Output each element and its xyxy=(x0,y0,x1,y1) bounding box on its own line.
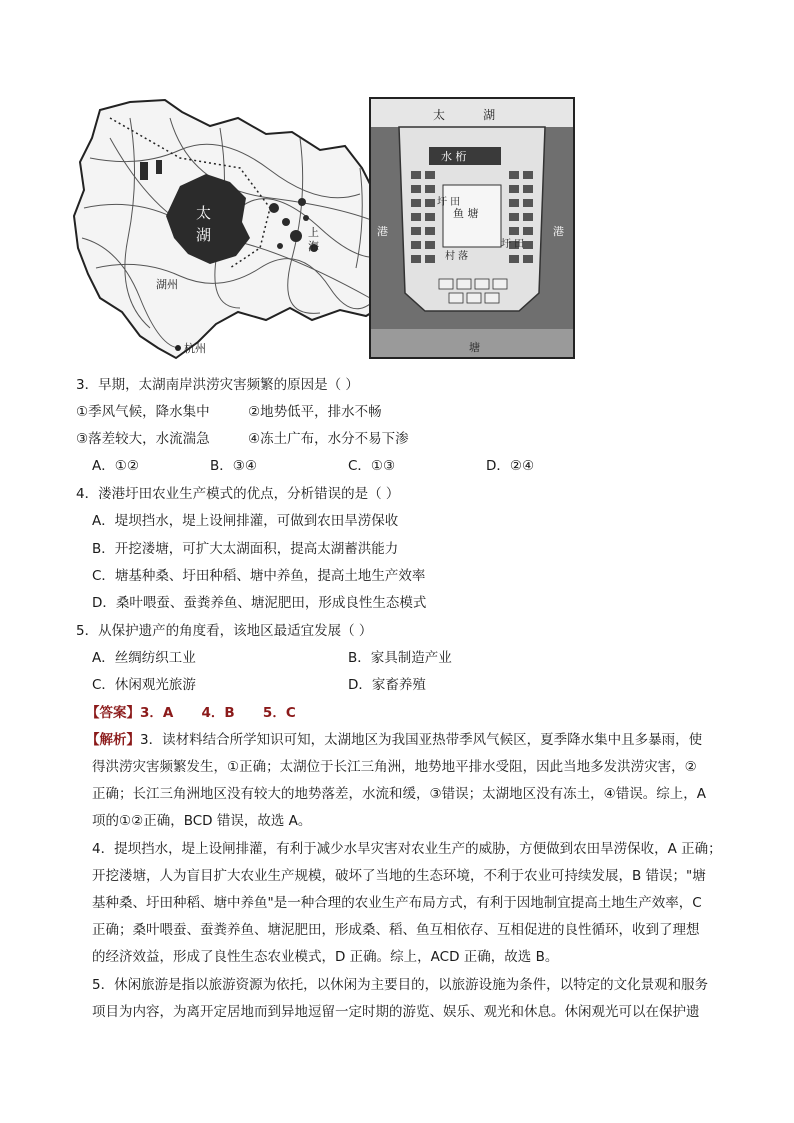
water-gate-label: 水 桁 xyxy=(441,150,467,163)
q5-option-d[interactable]: D．家畜养殖 xyxy=(348,677,426,693)
q5-option-c[interactable]: C．休闲观光旅游 xyxy=(92,677,196,693)
hangzhou-label: 杭州 xyxy=(184,342,206,355)
q5-stem: 5．从保护遗产的角度看，该地区最适宜发展（ ） xyxy=(76,623,373,639)
q5-option-b[interactable]: B．家具制造产业 xyxy=(348,650,452,666)
tang-label: 塘 xyxy=(469,341,480,354)
village-label: 村 落 xyxy=(445,251,469,262)
answer-label: 【答案】 xyxy=(86,705,140,721)
gang-right-label: 港 xyxy=(553,225,564,238)
analysis-line-2: 得洪涝灾害频繁发生，①正确；太湖位于长江三角洲，地势地平排水受阻，因此当地多发洪涝灾害，② xyxy=(92,759,697,775)
taihu-top-label: 太 湖 xyxy=(433,108,496,122)
q4-option-d[interactable]: D．桑叶喂蚕、蚕粪养鱼、塘泥肥田，形成良性生态模式 xyxy=(92,595,427,611)
analysis-line-4: 项的①②正确，BCD 错误，故选 A。 xyxy=(92,813,312,829)
answer-row xyxy=(86,704,296,722)
q4-option-b[interactable]: B．开挖溇塘，可扩大太湖面积，提高太湖蓄洪能力 xyxy=(92,541,399,557)
analysis-line-10: 5．休闲旅游是指以旅游资源为依托，以休闲为主要目的，以旅游设施为条件，以特定的文化景观和服务 xyxy=(92,977,709,993)
hangzhou-point xyxy=(175,345,181,351)
analysis-line-9: 的经济效益，形成了良性生态农业模式，D 正确。综上，ACD 正确，故选 B。 xyxy=(92,949,559,965)
analysis-label: 【解析】 xyxy=(86,732,140,748)
yutian-right-label: 圩 田 xyxy=(501,239,525,250)
gang-left-label: 港 xyxy=(377,225,388,238)
q3-statement-1: ①季风气候，降水集中 xyxy=(76,404,210,420)
analysis-line-11: 项目为内容，为离开定居地而到异地逗留一定时期的游览、娱乐、观光和休息。休闲观光可以在保护遗 xyxy=(92,1004,700,1020)
analysis-line-7: 基种桑、圩田种稻、塘中养鱼"是一种合理的农业生产布局方式，有利于因地制宜提高土地生产效率，C xyxy=(92,895,702,911)
q4-stem: 4．溇港圩田农业生产模式的优点，分析错误的是（ ） xyxy=(76,486,400,502)
q3-statement-2: ②地势低平，排水不畅 xyxy=(248,404,382,420)
analysis-line-8: 正确；桑叶喂蚕、蚕粪养鱼、塘泥肥田，形成桑、稻、鱼互相依存、互相促进的良性循环，收到了理想 xyxy=(92,922,700,938)
q4-option-c[interactable]: C．塘基种桑、圩田种稻、塘中养鱼，提高土地生产效率 xyxy=(92,568,426,584)
q3-option-c[interactable]: C．①③ xyxy=(348,458,396,474)
analysis-line-5: 4．提坝挡水，堤上设闸排灌，有利于减少水旱灾害对农业生产的威胁，方便做到农田旱涝保收，A 正确； xyxy=(92,841,722,857)
q3-option-a[interactable]: A．①② xyxy=(92,458,139,474)
taihu-label-1: 太 xyxy=(196,204,212,222)
analysis-line-6: 开挖溇塘，人为盲目扩大农业生产规模，破坏了当地的生态环境，不利于农业可持续发展，B 错误；"塘 xyxy=(92,868,706,884)
analysis-line-1 xyxy=(86,731,702,749)
shanghai-label-1: 上 xyxy=(308,226,319,239)
shanghai-label-2: 海 xyxy=(308,240,319,253)
taihu-label-2: 湖 xyxy=(196,226,212,244)
fish-pond-label: 鱼 塘 xyxy=(453,207,479,220)
yutian-diagram xyxy=(369,97,575,359)
q3-stem: 3．早期，太湖南岸洪涝灾害频繁的原因是（ ） xyxy=(76,377,359,393)
answer-text: 3．A 4．B 5．C xyxy=(140,705,296,721)
q3-statement-3: ③落差较大，水流湍急 xyxy=(76,431,210,447)
q5-option-a[interactable]: A．丝绸纺织工业 xyxy=(92,650,196,666)
q4-option-a[interactable]: A．堤坝挡水，堤上设闸排灌，可做到农田旱涝保收 xyxy=(92,513,399,529)
huzhou-label: 湖州 xyxy=(156,278,178,291)
q3-statement-4: ④冻土广布，水分不易下渗 xyxy=(248,431,409,447)
q3-option-d[interactable]: D．②④ xyxy=(486,458,535,474)
analysis-text-1: 3．读材料结合所学知识可知，太湖地区为我国亚热带季风气候区，夏季降水集中且多暴雨，使 xyxy=(140,732,703,748)
analysis-line-3: 正确；长江三角洲地区没有较大的地势落差，水流和缓，③错误；太湖地区没有冻土，④错误。综上，A xyxy=(92,786,706,802)
q3-option-b[interactable]: B．③④ xyxy=(210,458,257,474)
taihu-region-map xyxy=(70,98,412,360)
yutian-left-label: 圩 田 xyxy=(437,197,461,208)
